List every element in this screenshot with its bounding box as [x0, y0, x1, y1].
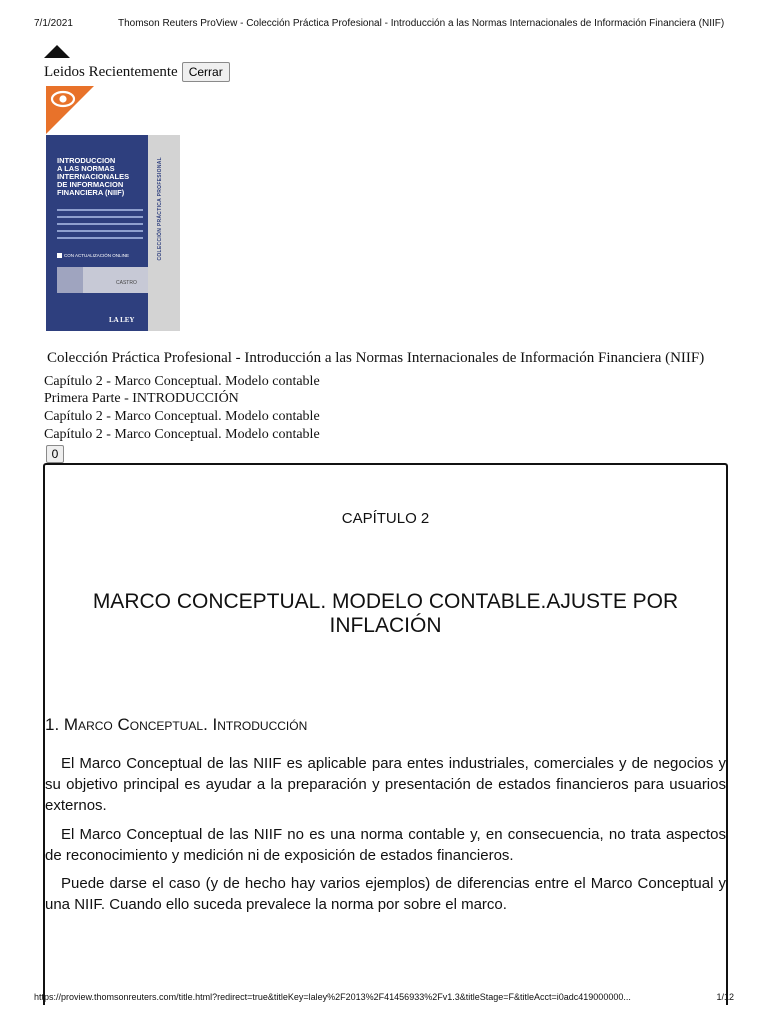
cover-bullet-lines	[57, 209, 143, 244]
paragraph: El Marco Conceptual de las NIIF es aplicable para entes industriales, comerciales y de negocios y su objetivo principal es ayudar a la preparación y presentación de estados financieros para usuarios externos.	[45, 755, 726, 814]
cover-spine-text: COLECCIÓN PRÁCTICA PROFESIONAL	[157, 157, 163, 261]
paragraph: Puede darse el caso (y de hecho hay varios ejemplos) de diferencias entre el Marco Conceptual y una NIIF. Cuando ello suceda prevalece la norma por sobre el marco.	[45, 875, 726, 913]
cover-author-block	[57, 267, 83, 293]
section-heading: 1. Marco Conceptual. Introducción	[45, 715, 308, 734]
cover-publisher: LA LEY	[109, 316, 135, 324]
breadcrumb-item[interactable]: Capítulo 2 - Marco Conceptual. Modelo contable	[44, 427, 320, 442]
cover-online-label: CON ACTUALIZACIÓN ONLINE	[64, 253, 130, 258]
cover-author: CASTRO	[116, 280, 137, 286]
recently-read-bar	[44, 62, 230, 82]
book-cover[interactable]	[46, 135, 180, 331]
print-header	[0, 0, 768, 29]
counter-button[interactable]: 0	[46, 445, 64, 463]
paragraph: El Marco Conceptual de las NIIF no es una norma contable y, en consecuencia, no trata aspectos de reconocimiento y medición ni de exposición de estados financieros.	[45, 826, 726, 864]
print-page-number: 1/12	[716, 992, 734, 1002]
cover-title-line: INTRODUCCION	[57, 156, 116, 165]
collapse-arrow-icon[interactable]	[44, 45, 70, 58]
breadcrumb-item[interactable]: Primera Parte - INTRODUCCIÓN	[44, 391, 239, 406]
cover-title-line: A LAS NORMAS	[57, 164, 115, 173]
online-box-icon	[57, 253, 62, 258]
book-title: Colección Práctica Profesional - Introducción a las Normas Internacionales de Información Financiera (NIIF)	[47, 350, 705, 366]
eye-icon[interactable]	[46, 86, 94, 134]
document-content-frame	[43, 463, 728, 1005]
print-url: https://proview.thomsonreuters.com/title.html?redirect=true&titleKey=laley%2F2013%2F41456933%2Fv1.3&titleStage=F&titleAcct=i0adc419000000...	[34, 992, 631, 1002]
breadcrumb-item[interactable]: Capítulo 2 - Marco Conceptual. Modelo contable	[44, 374, 320, 389]
chapter-label: CAPÍTULO 2	[341, 510, 430, 527]
print-title: Thomson Reuters ProView - Colección Práctica Profesional - Introducción a las Normas Internacionales de Información Financiera (NIIF)	[118, 18, 725, 29]
cover-title-line: DE INFORMACION	[57, 180, 124, 189]
recently-read-label: Leidos Recientemente	[44, 63, 178, 80]
print-footer	[0, 992, 768, 1012]
cover-spine	[148, 135, 180, 331]
cover-front	[46, 135, 148, 331]
cover-title	[57, 157, 147, 197]
close-button[interactable]: Cerrar	[182, 62, 230, 82]
print-date: 7/1/2021	[34, 18, 73, 29]
cover-title-line: INTERNACIONALES	[57, 172, 130, 181]
chapter-title: MARCO CONCEPTUAL. MODELO CONTABLE.AJUSTE POR INFLACIÓN	[92, 590, 679, 637]
breadcrumb-item[interactable]: Capítulo 2 - Marco Conceptual. Modelo contable	[44, 409, 320, 424]
cover-title-line: FINANCIERA (NIIF)	[57, 188, 125, 197]
cover-online-tag	[57, 253, 129, 258]
